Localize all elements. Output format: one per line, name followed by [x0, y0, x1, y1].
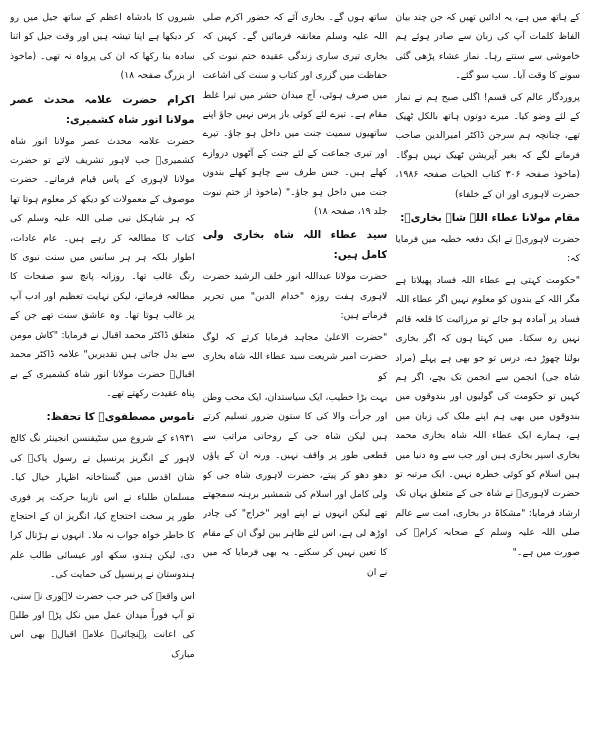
- section-heading: اکرام حضرت علامہ محدث عصر مولانا انور شاہ کشمیری:: [9, 93, 195, 126]
- paragraph: حضرت لاہوریؒ نے ایک دفعہ خطبہ میں فرمایا کہ:: [395, 234, 580, 265]
- paragraph: "حکومت کہتی ہے عطاء اللہ فساد پھیلاتا ہے مگر اللہ کے بندوں کو معلوم نہیں اگر عطاء اللہ فساد پر آمادہ ہو جائے تو مرزائیت کا قلعہ قائم نہیں رہ سکتا۔ میں کہتا ہوں کہ اگر بخاری بولنا چھوڑ دے، درس تو جو بھی ہے پہلے (مراد شاہ جی) انجمن سے انجمن تک بچے، اگر ہم کہیں تو حکومت کی گولیوں اور بندوقوں میں بندوقوں میں بھی ہم اپنے ملک کی زبان میں ہے، ہمارے ایک عطاء اللہ شاہ بخاری محمد بخاری اسپر بخاری ہیں اور جب سے وہ دنیا میں ہیں اسلام کو کوئی خطرہ نہیں۔ ایک مرتبہ تو حضرت لاہوریؒ نے شاہ جی کے متعلق یہاں تک ارشاد فرمایا: "مشکاۃ در بخاری، امت سے عالم صلی اللہ علیہ وسلم کے صحابہ کرامؓ کی صورت میں ہے۔": [395, 274, 580, 558]
- column-right: [395, 8, 580, 733]
- paragraph: "حضرت الاعلیٰ مجاہد فرمایا کرتے کہ لوگ حضرت امیر شریعت سید عطاء اللہ شاہ بخاری کو: [202, 331, 388, 382]
- paragraph: ۱۹۳۱ء کے شروع میں سٹیفنسن انجینئر نگ کالج لاہور کے انگریز پرنسپل نے رسول پاکؐ کی شان اقدس میں گستاخانہ اظہار خیال کیا۔ مسلمان طلباء نے اس نازیبا حرکت پر فوری طور پر سخت احتجاج کیا، انگریز ان کے احتجاج کا خاطر خواہ جواب نہ ملا۔ انہوں نے ہڑتال کرا دی، لیکن ہندو، سکھ اور عیسائی طالب علم ہندوستان نے پرنسپل کی حمایت کی۔: [9, 433, 195, 581]
- paragraph: حضرت علامہ محدث عصر مولانا انور شاہ کشمیریؒ جب لاہور تشریف لاتے تو حضرت مولانا لاہوری کے پاس قیام فرماتے۔ حضرت موصوف کے معمولات کو دیکھ کر معلوم ہوتا تھا کہ ہر شاہکل نبی صلی اللہ علیہ وسلم کی کتاب کا مطالعہ کر رہے ہیں۔ عام عادات، اطوار بلکہ ہر ہر سانس میں سنت نبوی کا رنگ غالب تھا۔ روزانہ پانچ سو صفحات کا مطالعہ فرماتے، لیکن نہایت تعظیم اور ادب آپ پر غالب ہوتا تھا۔ وہ عاشق سنت تھے جن کے متعلق ڈاکٹر محمد اقبال نے فرمایا: "کاش مومن سے بدل جاتی ہیں تقدیریں" علامہ ڈاکٹر محمد اقبالؒ حضرت مولانا انور شاہ کشمیری کے بے پناہ عقیدت رکھتے تھے۔: [9, 135, 195, 399]
- paragraph: شیروں کا بادشاہ اعظم کے ساتھ جیل میں رو کر دیکھا ہے اپنا تیشہ ہیں اور وقت جیل کو اتنا سادہ بنا رکھا کہ ان کی پرواہ نہ تھی۔ (ماخوذ از بزرگ صفحہ ۱۸): [9, 12, 195, 82]
- paragraph: بہت بڑا خطیب، ایک سیاستدان، ایک محب وطن اور جرأت والا کی کا ستون ضرور تسلیم کرتے ہیں لیکن شاہ جی کے روحانی مراتب سے قطعی طور پر واقف نہیں۔ ورنہ ان کے پاؤں دھو دھو کر پیتے، حضرت لاہوری شاہ جی کو ولی کامل اور اسلام کی شمشیر برہنہ سمجھتے تھے لیکن انہوں نے اپنے اوپر "خراج" کی چادر اوڑھ لی ہے، اس لئے ظاہر بین لوگ ان کے مقام کا تعین نہیں کر سکتے۔ یہ بھی فرمایا کہ میں نے ان: [202, 391, 388, 578]
- paragraph: پروردگار عالم کی قسم! اگلی صبح ہم نے نماز کے لئے وضو کیا۔ میرے دونوں ہاتھ بالکل ٹھیک تھے، چنانچہ ہم سرجن ڈاکٹر امیرالدین صاحب فرمانے لگے کہ بغیر آپریشن ٹھیک نہیں ہوگا۔ (ماخوذ صفحہ ۳۰۶ کتاب الحیات صفحہ ۱۹۸۶، حضرت لاہوری اور ان کے خلفاء): [395, 91, 580, 200]
- paragraph: کے ہاتھ میں ہے، یہ ادائیں تھیں کہ جن چند بیان الفاظ کلمات آپ کی زبان سے صادر ہوئے ہم خاموشی سے سنتے رہا۔ نماز عشاء پڑھی گئی سونے کا وقت آیا۔ سب سو گئے۔: [395, 12, 580, 82]
- section-heading: سید عطاء اللہ شاہ بخاری ولی کامل ہیں:: [202, 229, 388, 262]
- paragraph: اس واقعہ کی خبر جب حضرت لاہوری نے سنی، تو آپ فوراً میدان عمل میں نکل پڑے اور طلبہ کی اعانت پہنچائی۔ علامہ اقبالؒ بھی اس مبارک: [9, 590, 195, 660]
- paragraph: حضرت مولانا عبداللہ انور خلف الرشید حضرت لاہوری ہفت روزہ "خدام الدین" میں تحریر فرماتے ہیں:: [202, 271, 388, 322]
- paragraph: ساتھ ہوں گے۔ بخاری آئے کہ حضور اکرم صلی اللہ علیہ وسلم معانقہ فرمائیں گے۔ کہیں کہ بخاری تیری ساری زندگی عقیدہ ختم نبوت کی حفاظت میں گزری اور کتاب و سنت کی اشاعت میں صرف ہوئی، آج میدان حشر میں تیرا غلط مقام ہے۔ تیرے لئے کوئی باز پرس نہیں جاؤ اپنے ساتھیوں سمیت جنت میں داخل ہو جاؤ۔ تیرے اور تیری جماعت کے لئے جنت کے آٹھوں دروازے کھلے ہیں۔ جس طرف سے چاہو کھلے بندوں جنت میں داخل ہو جاؤ۔" (ماخوذ از ختم نبوت جلد ۱۹، صفحہ ۱۸): [202, 12, 388, 218]
- column-middle: [203, 8, 388, 733]
- column-left: [10, 8, 195, 733]
- section-heading: مقام مولانا عطاء اللہ شاہ بخاریؒ:: [400, 212, 580, 225]
- section-heading: ناموس مصطفویؐ کا تحفظ:: [46, 411, 195, 424]
